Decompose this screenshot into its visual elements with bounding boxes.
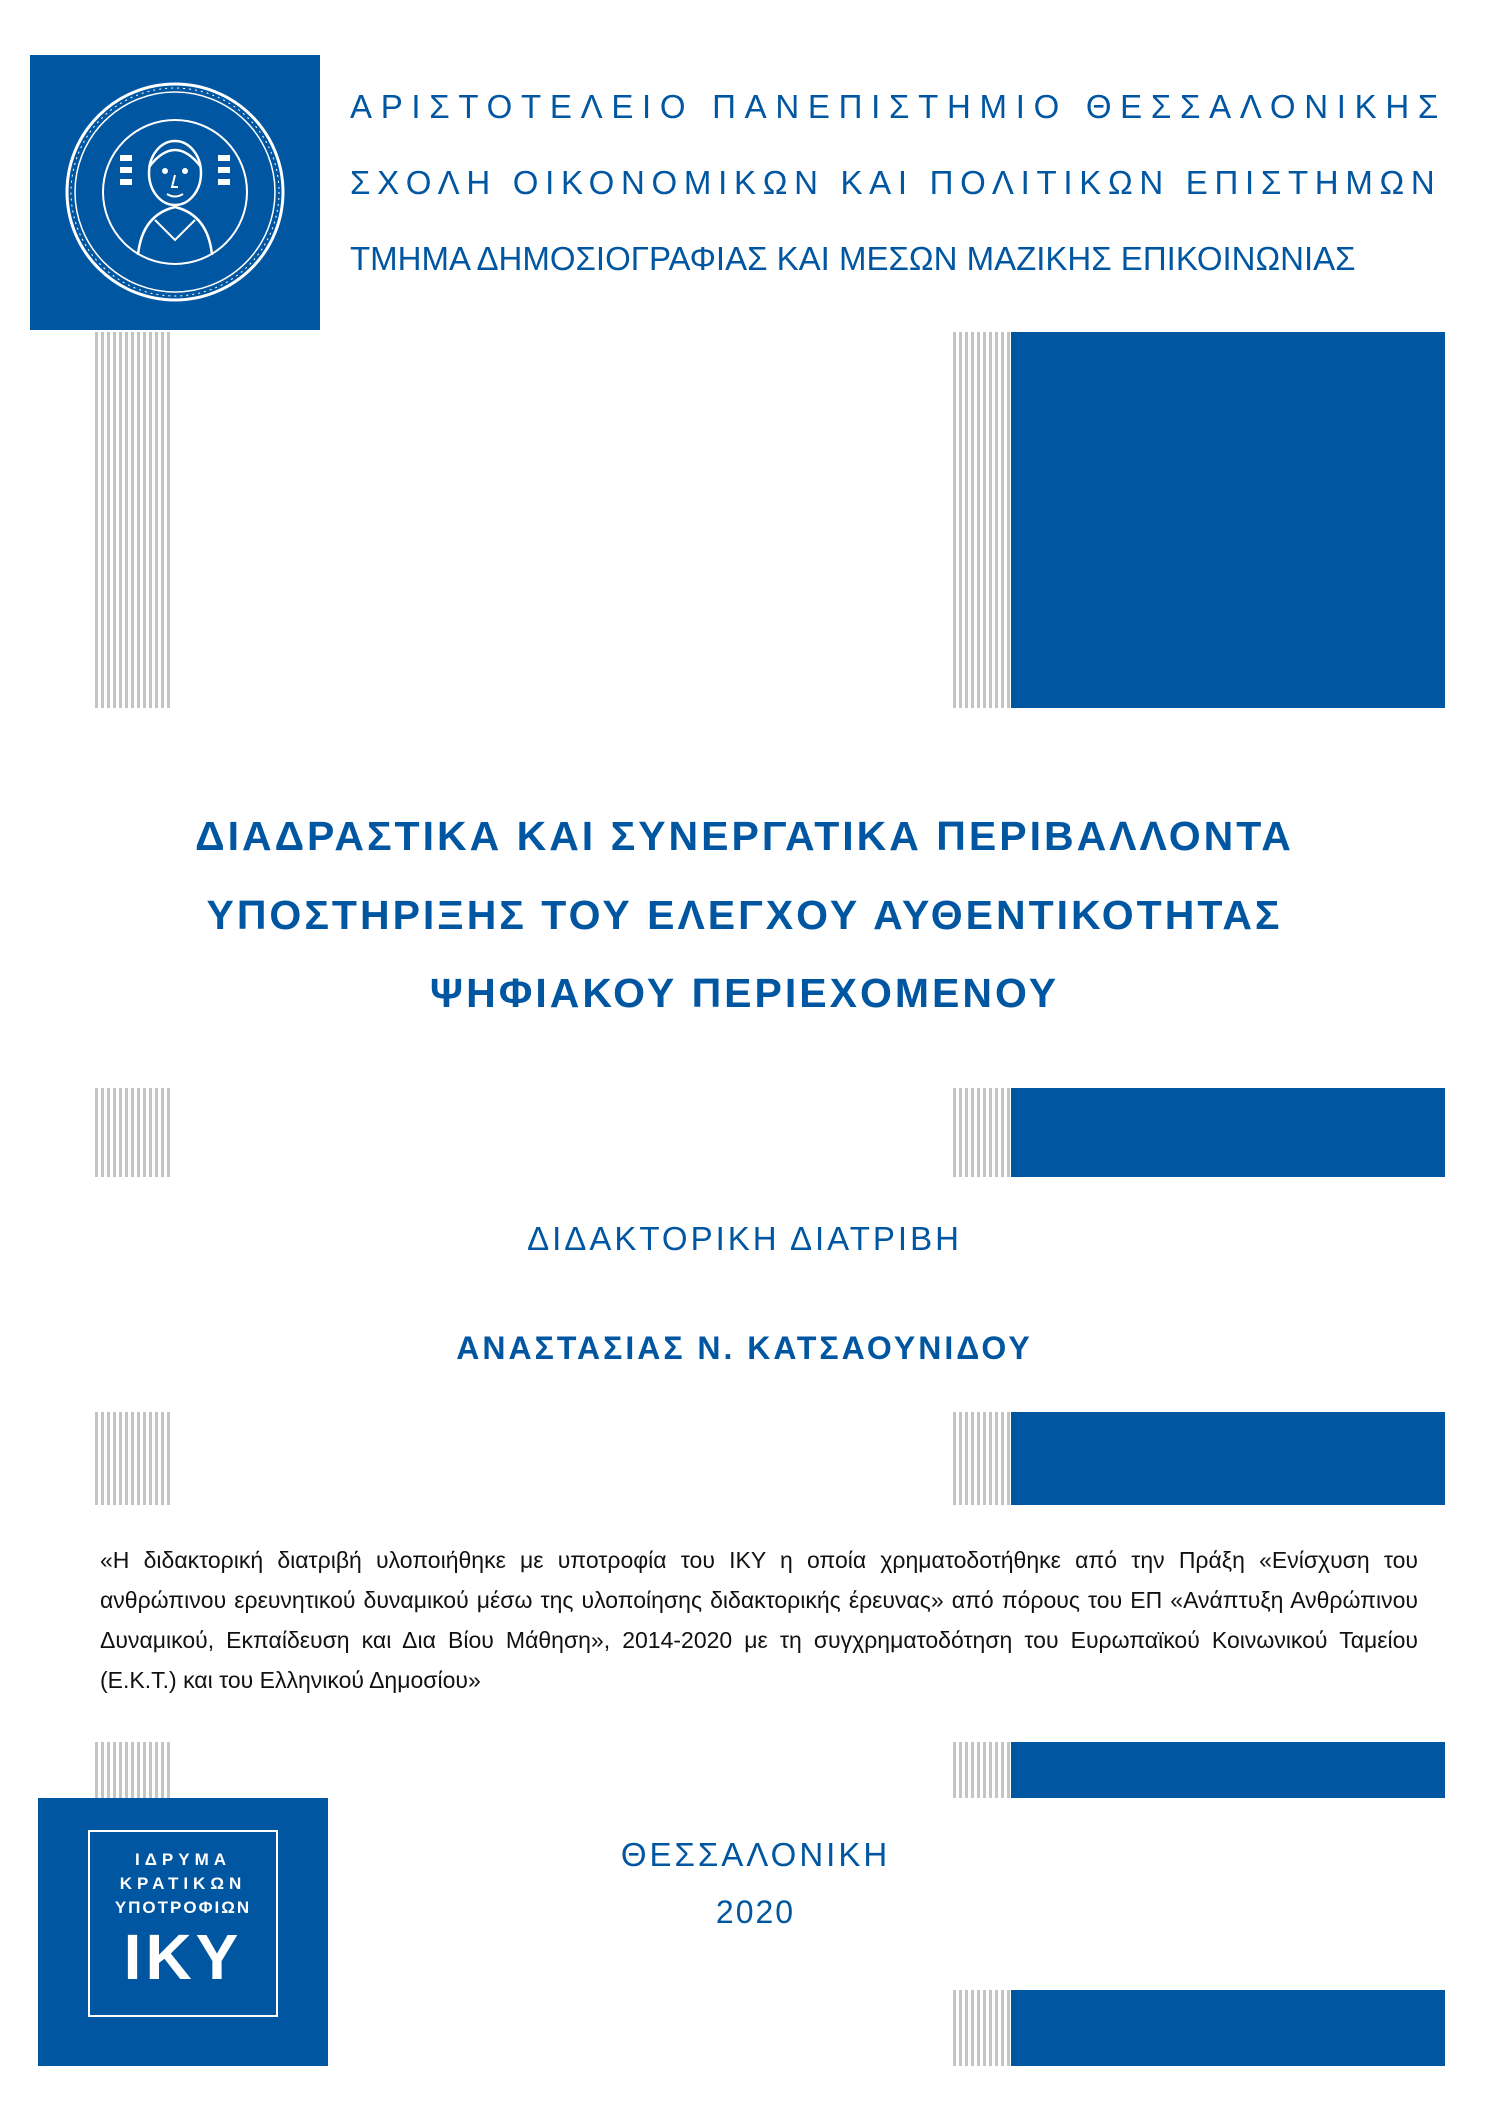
decorative-stripes-band2-left	[95, 1412, 173, 1505]
iky-logo-line-2: ΚΡΑΤΙΚΩΝ	[119, 1874, 247, 1893]
decorative-blue-band4	[1011, 1990, 1445, 2066]
decorative-stripes-band2-right	[953, 1412, 1011, 1505]
thesis-title-line-3: ΨΗΦΙΑΚΟΥ ΠΕΡΙΕΧΟΜΕΝΟΥ	[429, 970, 1060, 1016]
decorative-blue-band1	[1011, 1088, 1445, 1177]
thesis-title-line-1: ΔΙΑΔΡΑΣΤΙΚΑ ΚΑΙ ΣΥΝΕΡΓΑΤΙΚΑ ΠΕΡΙΒΑΛΛΟΝΤΑ	[195, 813, 1294, 859]
author-name: ΑΝΑΣΤΑΣΙΑΣ Ν. ΚΑΤΣΑΟΥΝΙΔΟΥ	[456, 1330, 1033, 1366]
iky-logo-line-3: ΥΠΟΤΡΟΦΙΩΝ	[114, 1898, 252, 1917]
school-name: ΣΧΟΛΗ ΟΙΚΟΝΟΜΙΚΩΝ ΚΑΙ ΠΟΛΙΤΙΚΩΝ ΕΠΙΣΤΗΜΩΝ	[350, 164, 1442, 201]
aristotle-seal-icon	[30, 55, 320, 330]
iky-logo-line-1: ΙΔΡΥΜΑ	[134, 1850, 232, 1869]
university-name: ΑΡΙΣΤΟΤΕΛΕΙΟ ΠΑΝΕΠΙΣΤΗΜΙΟ ΘΕΣΣΑΛΟΝΙΚΗΣ	[350, 88, 1447, 125]
decorative-stripes-left	[95, 332, 173, 708]
year: 2020	[715, 1894, 796, 1930]
iky-logo-acronym: ΙΚΥ	[123, 1921, 243, 1993]
university-seal-block	[30, 55, 320, 330]
thesis-title-line-2: ΥΠΟΣΤΗΡΙΞΗΣ ΤΟΥ ΕΛΕΓΧΟΥ ΑΥΘΕΝΤΙΚΟΤΗΤΑΣ	[206, 892, 1283, 938]
decorative-stripes-right	[953, 332, 1011, 708]
decorative-stripes-band3-left	[95, 1742, 173, 1798]
department-name: ΤΜΗΜΑ ΔΗΜΟΣΙΟΓΡΑΦΙΑΣ ΚΑΙ ΜΕΣΩΝ ΜΑΖΙΚΗΣ ΕΠΙΚΟΙΝΩΝΙΑΣ	[350, 240, 1356, 277]
document-type: ΔΙΔΑΚΤΟΡΙΚΗ ΔΙΑΤΡΙΒΗ	[527, 1220, 962, 1257]
decorative-stripes-band3-right	[953, 1742, 1011, 1798]
decorative-stripes-band1-right	[953, 1088, 1011, 1177]
decorative-stripes-band1-left	[95, 1088, 173, 1177]
funding-note: «Η διδακτορική διατριβή υλοποιήθηκε με υποτροφία του ΙΚΥ η οποία χρηματοδοτήθηκε από την Πράξη «Ενίσχυση του ανθρώπινου ερευνητικού δυναμικού μέσω της υλοποίησης διδακτορικής έρευνας» από πόρους του ΕΠ «Ανάπτυξη Ανθρώπινου Δυναμικού, Εκπαίδευση και Δια Βίου Μάθηση», 2014-2020 με τη συγχρηματοδότηση του Ευρωπαϊκού Κοινωνικού Ταμείου (Ε.Κ.Τ.) και του Ελληνικού Δημοσίου»	[100, 1547, 1418, 1693]
decorative-stripes-band4-right	[953, 1990, 1011, 2066]
decorative-blue-block-top	[1011, 332, 1445, 708]
city: ΘΕΣΣΑΛΟΝΙΚΗ	[620, 1836, 891, 1873]
decorative-blue-band3	[1011, 1742, 1445, 1798]
decorative-blue-band2	[1011, 1412, 1445, 1505]
